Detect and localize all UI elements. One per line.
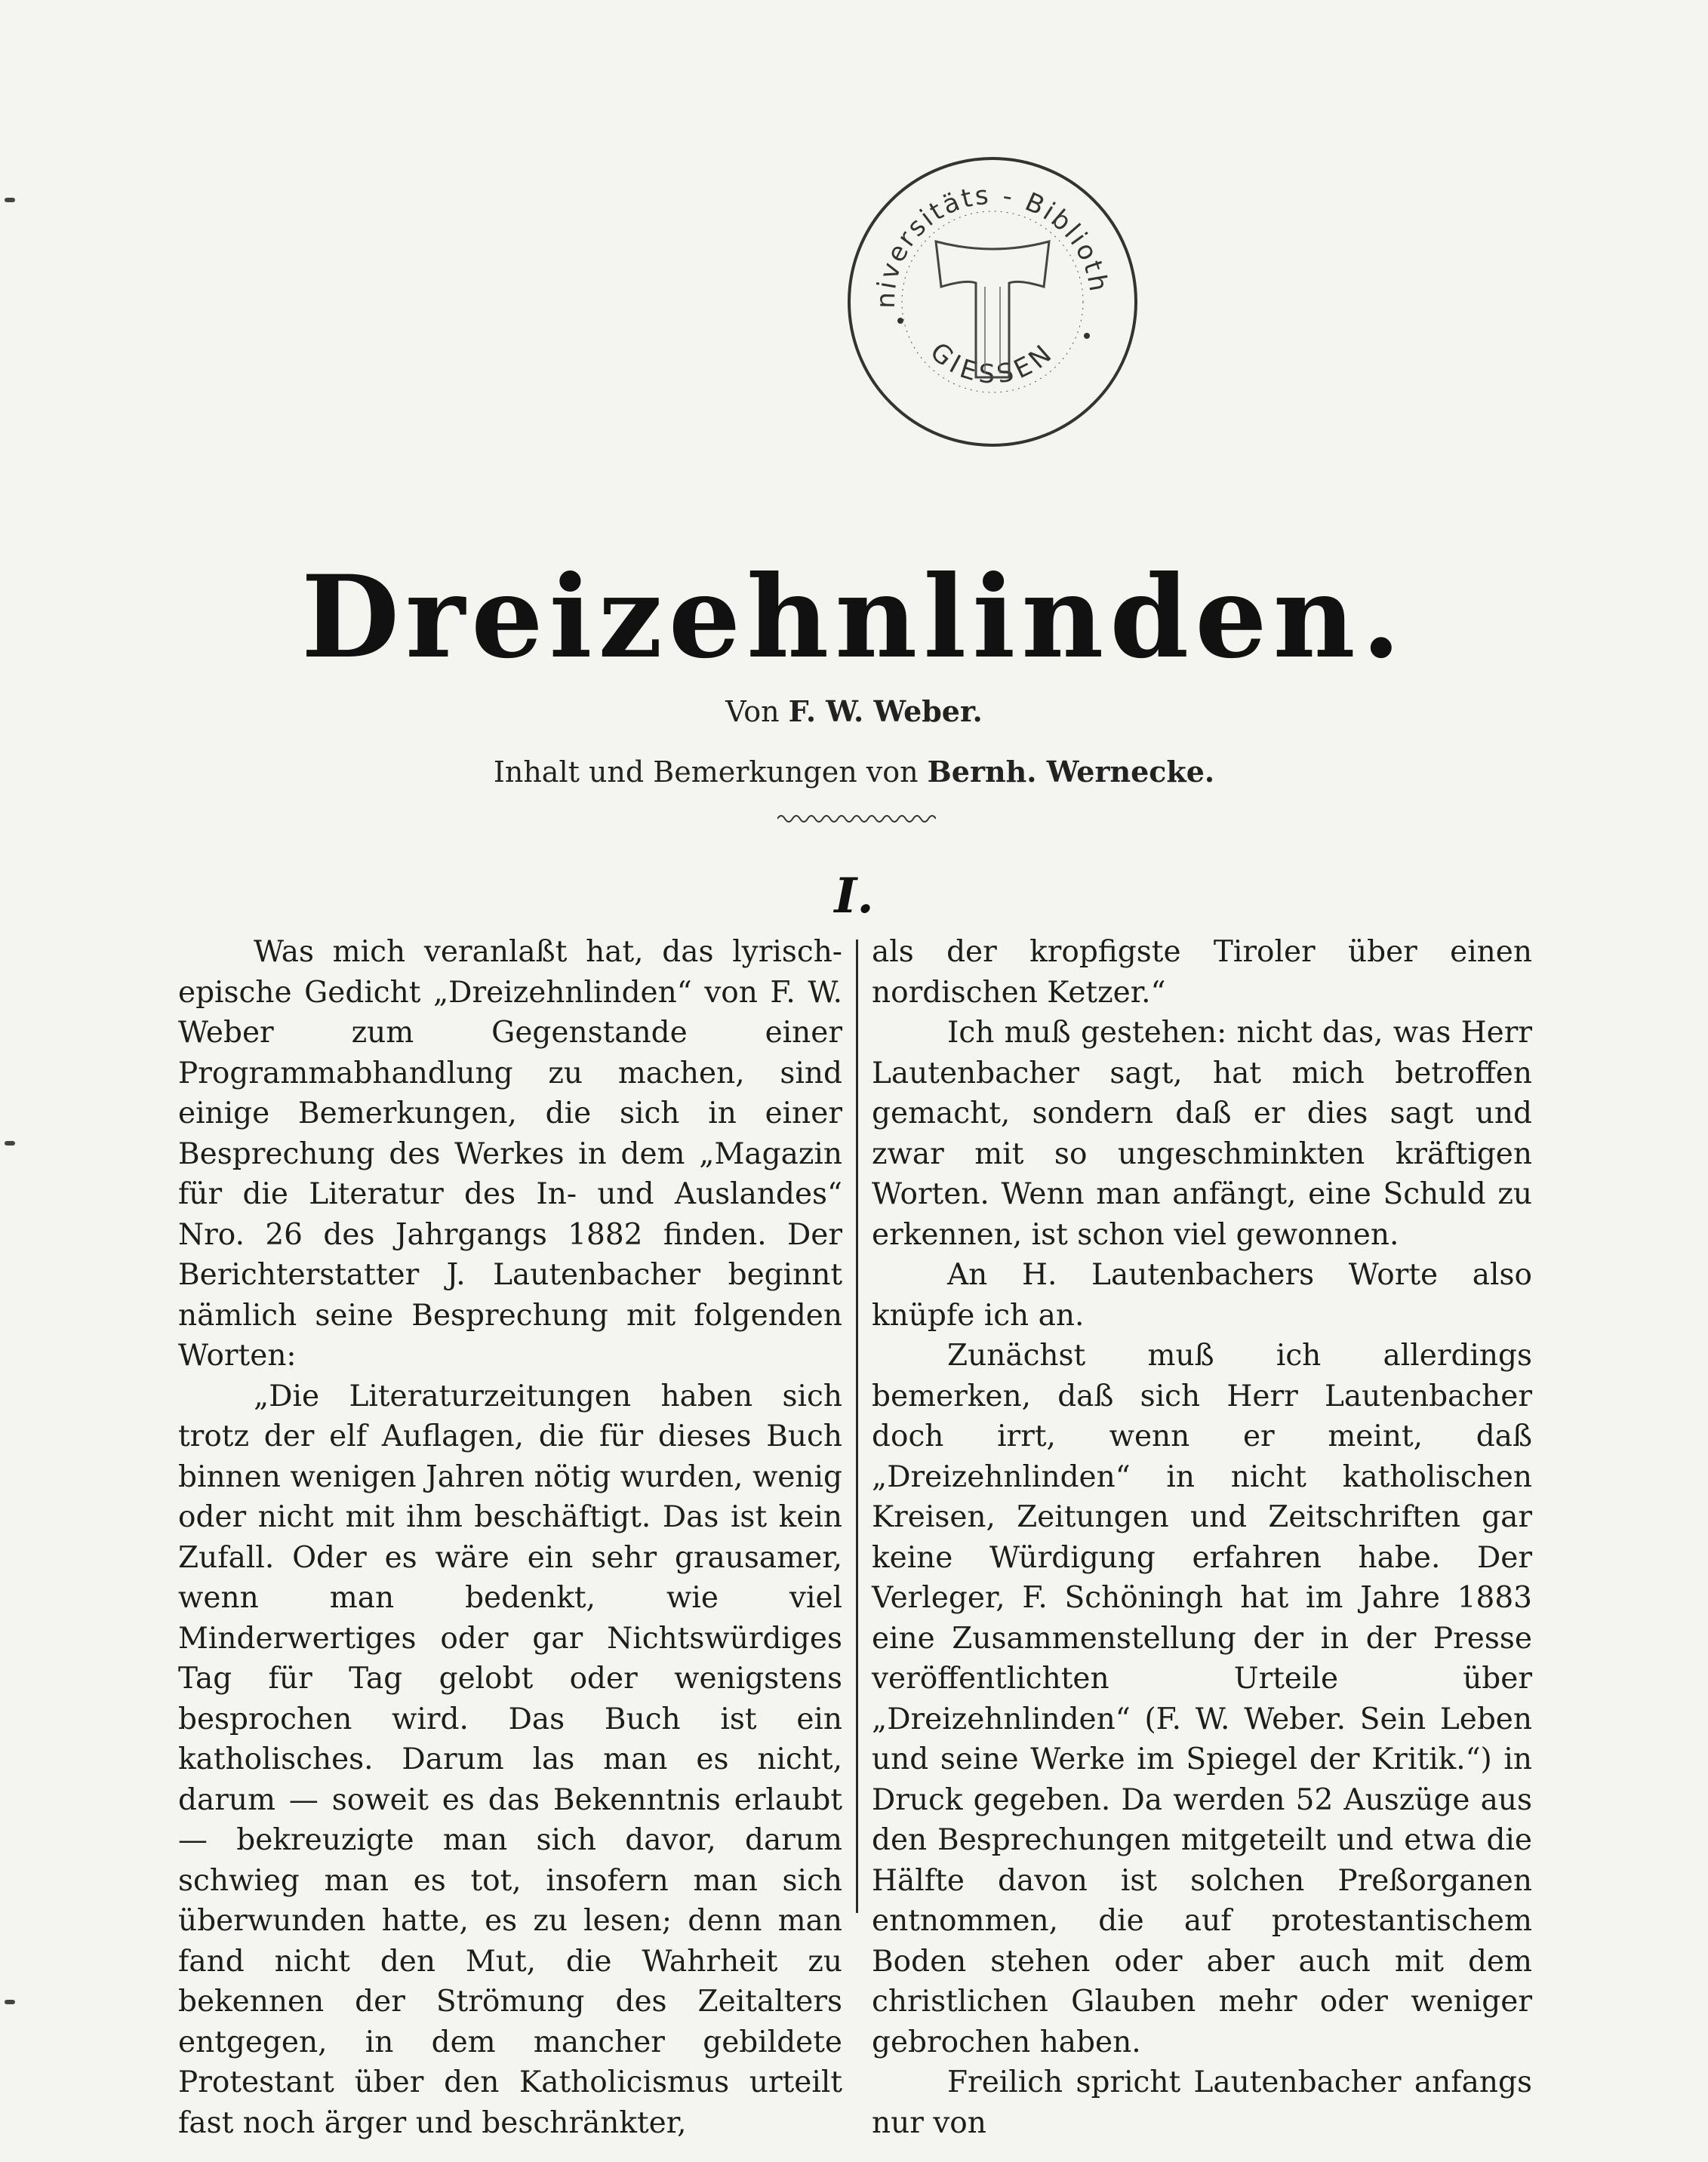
stamp-seal-icon [842, 151, 1143, 453]
page-title: Dreizehnlinden. [301, 551, 1407, 684]
section-numeral: I. [834, 868, 874, 924]
stamp-top-text: niversitäts - Biblioth [870, 180, 1114, 309]
wavy-ornament-icon [777, 811, 936, 826]
byline-prefix: Von [725, 695, 780, 728]
stamp-bottom-text: GIESSEN [924, 337, 1061, 390]
paragraph: An H. Lautenbachers Worte also knüpfe ich an. [872, 1258, 1532, 1333]
right-column [872, 932, 1532, 2143]
svg-text:Universitäts - Bibliothek [842, 151, 1114, 309]
subline-author: Bernh. Wernecke. [927, 755, 1215, 789]
margin-speck [5, 2000, 15, 2004]
paragraph: als der kropfigste Tiroler über einen nordischen Ketzer.“ [872, 935, 1532, 1010]
paragraph: Was mich veranlaßt hat, das lyrisch-epische Gedicht „Dreizehnlinden“ von F. W. Weber zum Gegenstande einer Programmabhandlung zu machen, sind einige Bemerkungen, die sich in einer Besprechung des Werkes in dem „Magazin für die Literatur des In- und Auslandes“ Nro. 26 des Jahrgangs 1882 finden. Der Berichterstatter J. Lautenbacher beginnt nämlich seine Besprechung mit folgenden Worten: [178, 935, 842, 1373]
byline [0, 694, 1708, 728]
svg-text:GIESSEN [925, 337, 1061, 390]
paragraph: Freilich spricht Lautenbacher anfangs nur von [872, 2065, 1532, 2140]
margin-speck [5, 1141, 15, 1146]
left-column [178, 932, 842, 2143]
subline [0, 755, 1708, 789]
paragraph: Ich muß gestehen: nicht das, was Herr Lautenbacher sagt, hat mich betroffen gemacht, sondern daß er dies sagt und zwar mit so ungeschminkten kräftigen Worten. Wenn man anfängt, eine Schuld zu erkennen, ist schon viel gewonnen. [872, 1016, 1532, 1252]
byline-author: F. W. Weber. [788, 694, 983, 728]
column-divider [856, 940, 858, 1913]
paragraph: „Die Literaturzeitungen haben sich trotz der elf Auflagen, die für dieses Buch binnen wenigen Jahren nötig wurden, wenig oder nicht mit ihm beschäftigt. Das ist kein Zufall. Oder es wäre ein sehr grausamer, wenn man bedenkt, wie viel Minderwertiges oder gar Nichtswürdiges Tag für Tag gelobt oder wenigstens besprochen wird. Das Buch ist ein katholisches. Darum las man es nicht, darum — soweit es das Bekenntnis erlaubt — bekreuzigte man sich davor, darum schwieg man es tot, insofern man sich überwunden hatte, es zu lesen; denn man fand nicht den Mut, die Wahrheit zu bekennen der Strömung des Zeitalters entgegen, in dem mancher gebildete Protestant über den Katholicismus urteilt fast noch ärger und beschränkter, [178, 1379, 842, 2140]
subline-prefix: Inhalt und Bemerkungen von [493, 755, 919, 789]
library-stamp [842, 151, 1143, 453]
paragraph: Zunächst muß ich allerdings bemerken, daß sich Herr Lautenbacher doch irrt, wenn er meint, daß „Dreizehnlinden“ in nicht katholischen Kreisen, Zeitungen und Zeitschriften gar keine Würdigung erfahren habe. Der Verleger, F. Schöningh hat im Jahre 1883 eine Zusammenstellung der in der Presse veröffentlichten Urteile über „Dreizehnlinden“ (F. W. Weber. Sein Leben und seine Werke im Spiegel der Kritik.“) in Druck gegeben. Da werden 52 Auszüge aus den Besprechungen mitgeteilt und etwa die Hälfte davon ist solchen Preßorganen entnommen, die auf protestantischem Boden stehen oder aber auch mit dem christlichen Glauben mehr oder weniger gebrochen haben. [872, 1339, 1532, 2059]
margin-speck [5, 198, 15, 202]
